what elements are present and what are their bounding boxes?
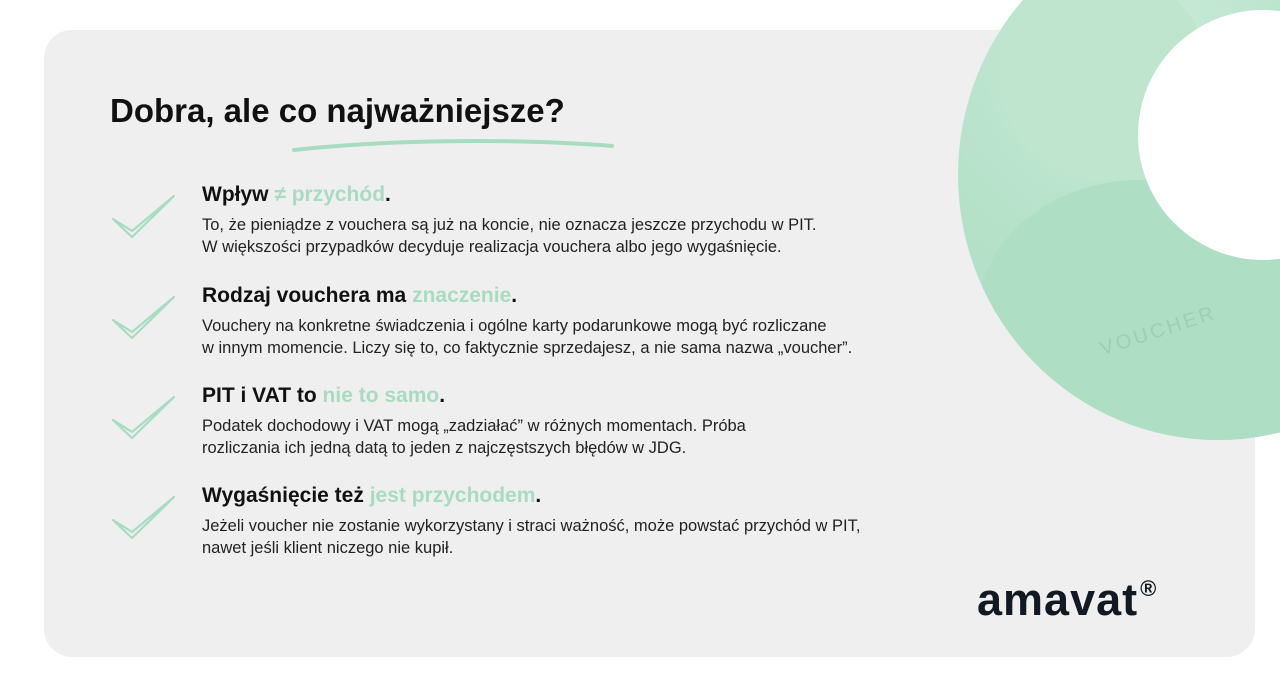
item-title-dot: . [385, 183, 391, 206]
item-description [202, 315, 962, 359]
item-description-line: nawet jeśli klient niczego nie kupił. [202, 539, 454, 557]
item-title-text: PIT i VAT to [202, 384, 323, 407]
item-description-line: W większości przypadków decyduje realizacja vouchera albo jego wygaśnięcie. [202, 238, 782, 256]
item-title-highlight: nie to samo [322, 384, 440, 407]
item-title-text: Wygaśnięcie też [202, 484, 370, 507]
item-description-line: rozliczania ich jedną datą to jeden z najczęstszych błędów w JDG. [202, 439, 687, 457]
item-title-highlight: znaczenie [412, 284, 512, 307]
item-description [202, 415, 962, 459]
item-title-highlight: jest przychodem [369, 484, 536, 507]
item-description-line: w innym momencie. Liczy się to, co faktycznie sprzedajesz, a nie sama nazwa „voucher”. [202, 339, 853, 357]
item-title [202, 183, 391, 207]
registered-mark: ® [1140, 576, 1158, 601]
item-title-dot: . [511, 284, 518, 307]
photo-shirt-print: VOUCHER [1097, 301, 1220, 361]
amavat-logo [977, 574, 1157, 626]
page-title: Dobra, ale co najważniejsze? [110, 92, 565, 129]
item-title-dot: . [535, 484, 542, 507]
item-description [202, 214, 962, 258]
item-title [202, 384, 445, 408]
item-title-text: Rodzaj vouchera ma [202, 284, 413, 307]
item-title [202, 484, 541, 508]
item-description [202, 515, 962, 559]
item-description-line: Vouchery na konkretne świadczenia i ogólne karty podarunkowe mogą być rozliczane [202, 317, 827, 335]
item-description-line: Podatek dochodowy i VAT mogą „zadziałać” w różnych momentach. Próba [202, 417, 746, 435]
check-icon [110, 394, 178, 444]
logo-text: amavat [977, 574, 1139, 625]
item-description-line: Jeżeli voucher nie zostanie wykorzystany i straci ważność, może powstać przychód w PIT, [202, 517, 861, 535]
item-title [202, 284, 517, 308]
title-underline [292, 134, 614, 154]
check-icon [110, 294, 178, 344]
item-description-line: To, że pieniądze z vouchera są już na koncie, nie oznacza jeszcze przychodu w PIT. [202, 216, 817, 234]
check-icon [110, 494, 178, 544]
item-title-text: Wpływ [202, 183, 275, 206]
check-icon [110, 193, 178, 243]
item-title-dot: . [439, 384, 446, 407]
item-title-highlight: ≠ przychód [274, 183, 386, 206]
